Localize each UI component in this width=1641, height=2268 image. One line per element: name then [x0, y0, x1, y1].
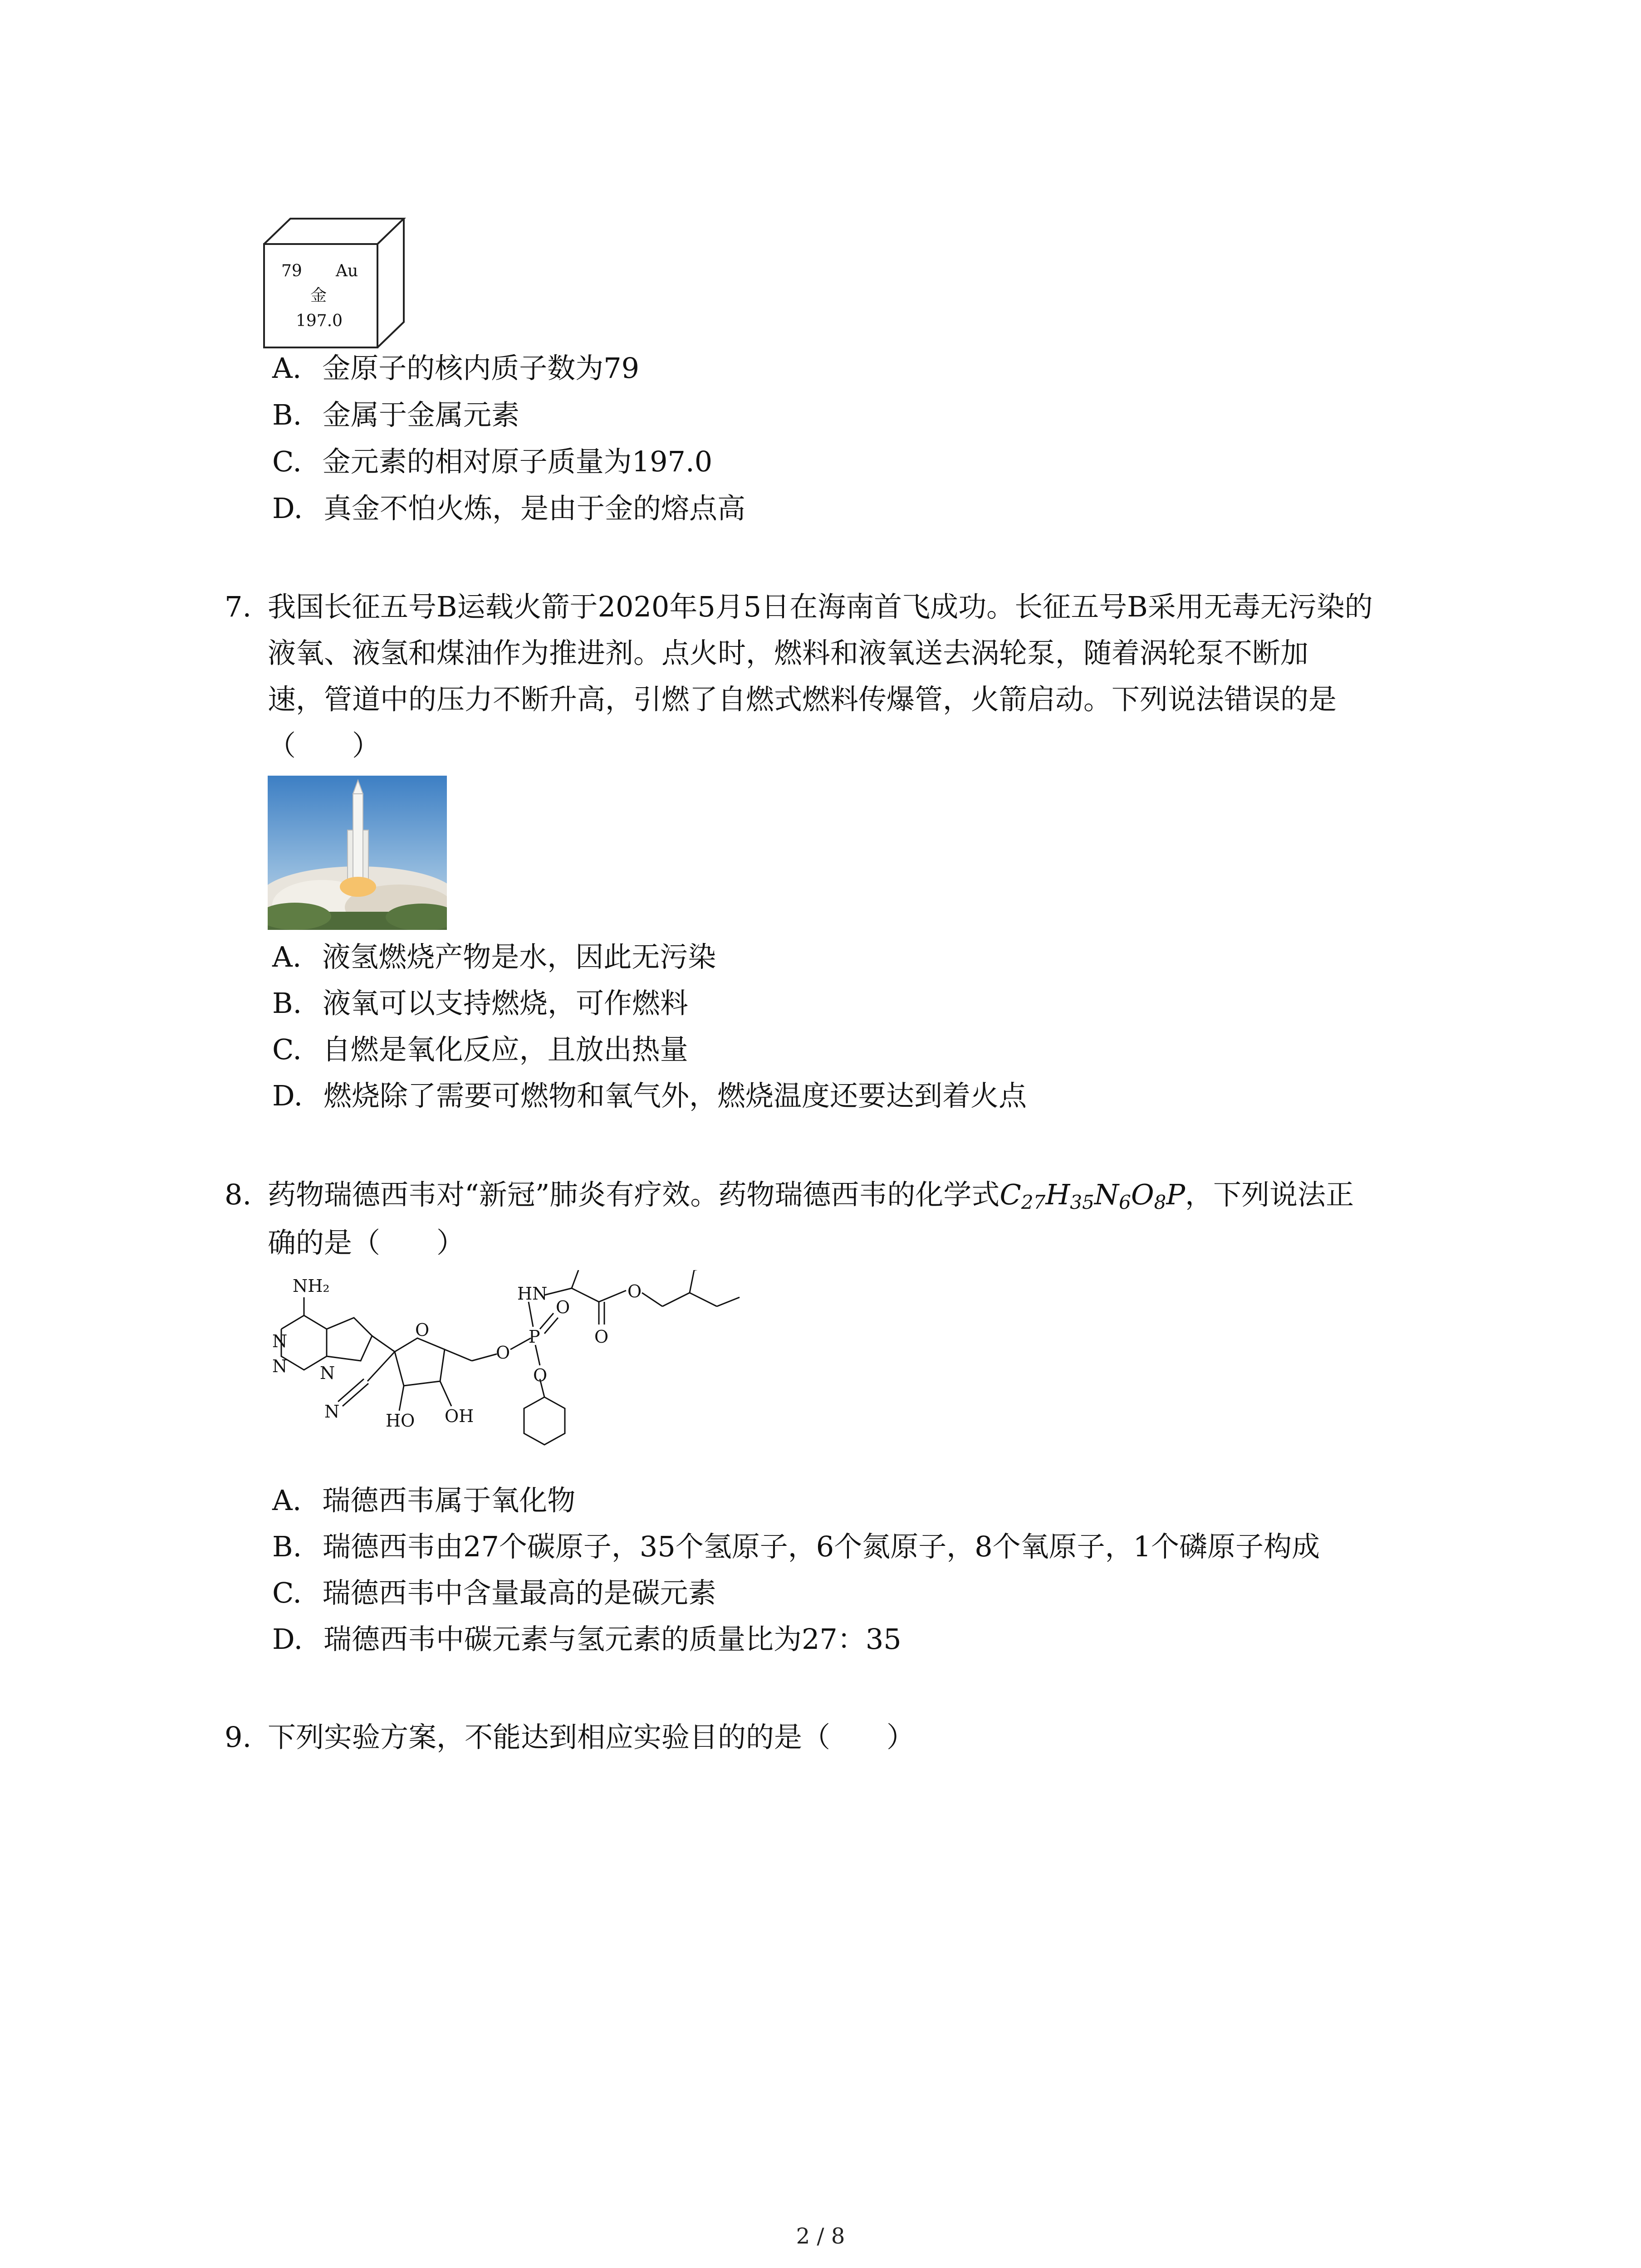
- option-text: 液氢燃烧产物是水，因此无污染: [322, 940, 716, 973]
- option-text: 液氧可以支持燃烧，可作燃料: [323, 987, 689, 1020]
- page-number: 2 / 8: [796, 2224, 845, 2249]
- option-letter: A.: [272, 940, 302, 973]
- q7-stem-line-2: 液氧、液氢和煤油作为推进剂。点火时，燃料和液氧送去涡轮泵，随着涡轮泵不断加: [268, 636, 1309, 670]
- q6-option-a: [272, 350, 639, 386]
- q7-stem-line-3: 速，管道中的压力不断升高，引燃了自燃式燃料传爆管，火箭启动。下列说法错误的是: [268, 683, 1337, 716]
- option-letter: D.: [272, 492, 303, 525]
- option-text: 瑞德西韦中碳元素与氢元素的质量比为27：35: [323, 1623, 901, 1656]
- label-nh2: NH₂: [293, 1276, 330, 1296]
- option-letter: B.: [272, 398, 302, 431]
- option-text: 金属于金属元素: [323, 398, 520, 431]
- label-o-dbl: O: [556, 1297, 570, 1317]
- formula-h: H: [1045, 1178, 1070, 1211]
- formula-c: C: [999, 1178, 1021, 1211]
- option-letter: A.: [272, 352, 302, 385]
- label-n2: N: [272, 1356, 288, 1376]
- option-text: 瑞德西韦由27个碳原子，35个氢原子，6个氮原子，8个氧原子，1个磷原子构成: [323, 1530, 1320, 1563]
- q8-stem-line-2: 确的是（ ）: [268, 1226, 465, 1259]
- atomic-number: 79: [281, 262, 302, 280]
- element-name: 金: [310, 286, 327, 305]
- label-o2: O: [594, 1327, 609, 1347]
- option-letter: C.: [272, 1033, 302, 1066]
- q8-option-c: [272, 1575, 716, 1611]
- option-letter: C.: [272, 1576, 302, 1609]
- q7-number: 7.: [225, 590, 252, 623]
- formula-p: P: [1166, 1178, 1185, 1211]
- q8-stem-line-1: [268, 1177, 1354, 1213]
- label-o-ester: O: [627, 1281, 642, 1301]
- q8-stem-suffix: ，下列说法正: [1185, 1178, 1354, 1211]
- q7-option-a: [272, 939, 716, 975]
- label-n-cn: N: [324, 1402, 340, 1422]
- label-ho: HO: [386, 1411, 415, 1431]
- option-letter: B.: [272, 987, 302, 1020]
- option-letter: D.: [272, 1623, 303, 1656]
- q7-stem-line-1: 我国长征五号B运载火箭于2020年5月5日在海南首飞成功。长征五号B采用无毒无污染的: [268, 590, 1373, 623]
- q7-option-c: [272, 1031, 688, 1068]
- formula-n-sub: 6: [1119, 1191, 1131, 1213]
- formula-h-sub: 35: [1070, 1191, 1094, 1213]
- option-letter: B.: [272, 1530, 302, 1563]
- label-oh: OH: [445, 1406, 474, 1426]
- option-text: 自燃是氧化反应，且放出热量: [322, 1033, 688, 1066]
- q8-option-b: [272, 1529, 1320, 1565]
- q6-option-b: [272, 397, 519, 433]
- chemical-formula: [999, 1178, 1185, 1211]
- q6-option-c: [272, 444, 712, 480]
- q9-stem: 下列实验方案，不能达到相应实验目的的是（ ）: [268, 1721, 915, 1754]
- q7-option-b: [272, 985, 688, 1022]
- formula-n: N: [1094, 1178, 1119, 1211]
- formula-o-sub: 8: [1154, 1191, 1166, 1213]
- label-o1: O: [496, 1343, 510, 1363]
- q8-stem-prefix: 药物瑞德西韦对“新冠”肺炎有疗效。药物瑞德西韦的化学式: [268, 1178, 1000, 1211]
- option-text: 真金不怕火炼，是由于金的熔点高: [323, 492, 745, 525]
- q7-stem-line-4: （ ）: [268, 729, 381, 762]
- label-n3: N: [320, 1363, 335, 1383]
- atomic-mass: 197.0: [296, 312, 343, 330]
- label-o-phen: O: [533, 1365, 548, 1385]
- option-text: 燃烧除了需要可燃物和氧气外，燃烧温度还要达到着火点: [323, 1079, 1027, 1112]
- q6-option-d: [272, 490, 745, 527]
- gold-element-card: [263, 218, 408, 349]
- label-o-ring: O: [415, 1320, 430, 1340]
- q9-number: 9.: [225, 1721, 252, 1754]
- option-letter: A.: [272, 1484, 302, 1517]
- label-p: P: [529, 1327, 540, 1347]
- label-hn: HN: [517, 1284, 548, 1304]
- rocket-launch-image: [268, 776, 447, 930]
- q7-option-d: [272, 1078, 1027, 1114]
- option-text: 瑞德西韦中含量最高的是碳元素: [322, 1576, 716, 1609]
- element-symbol: Au: [336, 262, 358, 280]
- remdesivir-structure-diagram: [245, 1270, 780, 1470]
- option-letter: D.: [272, 1079, 303, 1112]
- option-letter: C.: [272, 445, 302, 478]
- q8-option-a: [272, 1482, 575, 1519]
- q8-option-d: [272, 1621, 901, 1657]
- option-text: 金元素的相对原子质量为197.0: [322, 445, 713, 478]
- q8-number: 8.: [225, 1178, 252, 1211]
- formula-o: O: [1131, 1178, 1154, 1211]
- option-text: 金原子的核内质子数为79: [322, 352, 640, 385]
- label-n1: N: [272, 1331, 288, 1351]
- option-text: 瑞德西韦属于氧化物: [322, 1484, 576, 1517]
- formula-c-sub: 27: [1021, 1191, 1046, 1213]
